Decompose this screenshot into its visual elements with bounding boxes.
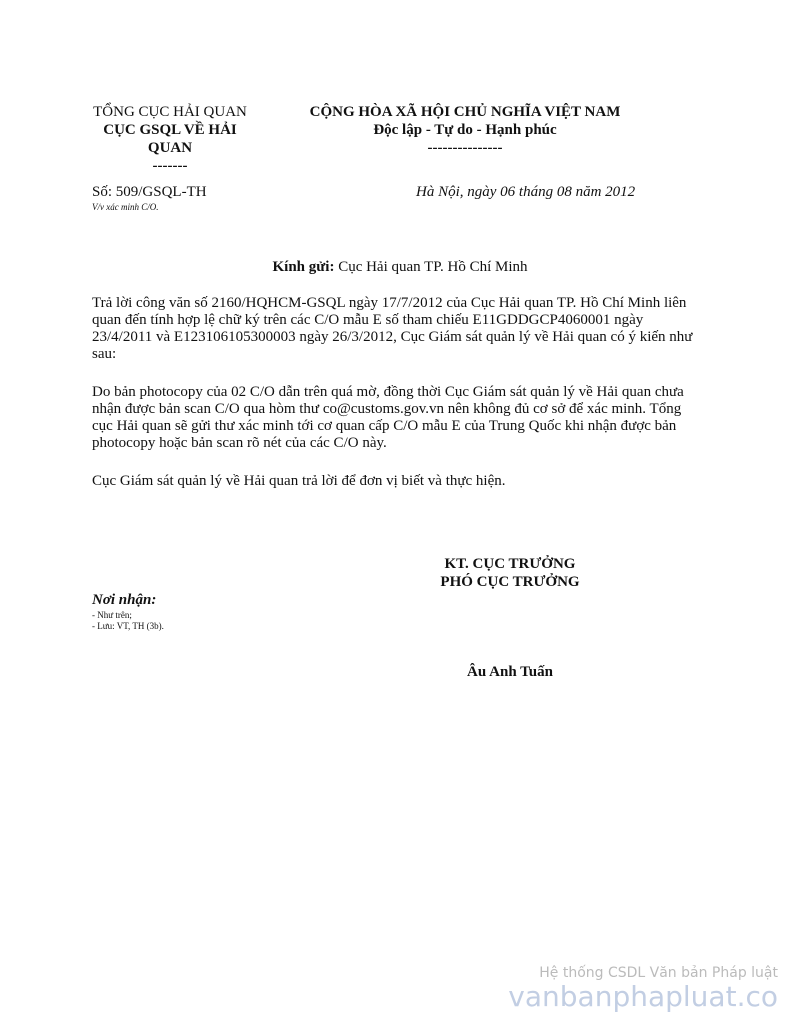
list-item: - Lưu: VT, TH (3b). <box>92 621 164 631</box>
body-paragraph-1: Trả lời công văn số 2160/HQHCM-GSQL ngày 17/7/2012 của Cục Hải quan TP. Hồ Chí Minh liên quan đến tính hợp lệ chữ ký trên các C/O mẫu E số tham chiếu E11GDDGCP4060001 ngày 23/4/2011 và E123106105300003 ngày 26/3/2012, Cục Giám sát quản lý về Hải quan có ý kiến như sau: <box>92 295 693 362</box>
recipients-label: Nơi nhận: <box>92 592 157 608</box>
list-item: - Như trên; <box>92 610 132 620</box>
body-paragraph-3: Cục Giám sát quản lý về Hải quan trả lời để đơn vị biết và thực hiện. <box>92 473 506 489</box>
recipient-name: Cục Hải quan TP. Hồ Chí Minh <box>334 259 528 275</box>
country-name: CỘNG HÒA XÃ HỘI CHỦ NGHĨA VIỆT NAM <box>309 104 621 120</box>
signature-title-2: PHÓ CỤC TRƯỞNG <box>440 574 580 590</box>
agency-divider: ------- <box>152 158 188 174</box>
document-number: Số: 509/GSQL-TH <box>92 184 207 200</box>
recipients-list <box>92 610 164 632</box>
document-date: Hà Nội, ngày 06 tháng 08 năm 2012 <box>416 184 636 200</box>
signature-block <box>410 555 610 591</box>
watermark-line-1: Hệ thống CSDL Văn bản Pháp luật <box>539 965 778 981</box>
motto-divider: --------------- <box>427 140 503 156</box>
recipient-line <box>0 259 800 276</box>
agency-parent: TỔNG CỤC HẢI QUAN <box>93 104 247 120</box>
watermark-line-2: vanbanphapluat.co <box>508 980 778 1013</box>
agency-name-line2: QUAN <box>147 140 193 156</box>
signature-title-1: KT. CỤC TRƯỞNG <box>444 556 576 572</box>
agency-name-line1: CỤC GSQL VỀ HẢI <box>103 122 237 138</box>
signer-name: Âu Anh Tuấn <box>467 664 553 680</box>
issuing-agency-header <box>80 103 260 175</box>
document-subject: V/v xác minh C/O. <box>92 202 159 212</box>
national-motto: Độc lập - Tự do - Hạnh phúc <box>373 122 557 138</box>
body-paragraph-2: Do bản photocopy của 02 C/O dẫn trên quá mờ, đồng thời Cục Giám sát quản lý về Hải quan chưa nhận được bản scan C/O qua hòm thư co@customs.gov.vn nên không đủ cơ sở để xác minh. Tổng cục Hải quan sẽ gửi thư xác minh tới cơ quan cấp C/O mẫu E của Trung Quốc khi nhận được bản photocopy hoặc bản scan rõ nét của các C/O này. <box>92 384 684 451</box>
recipient-label: Kính gửi: <box>272 259 335 275</box>
national-motto-header <box>292 103 638 157</box>
